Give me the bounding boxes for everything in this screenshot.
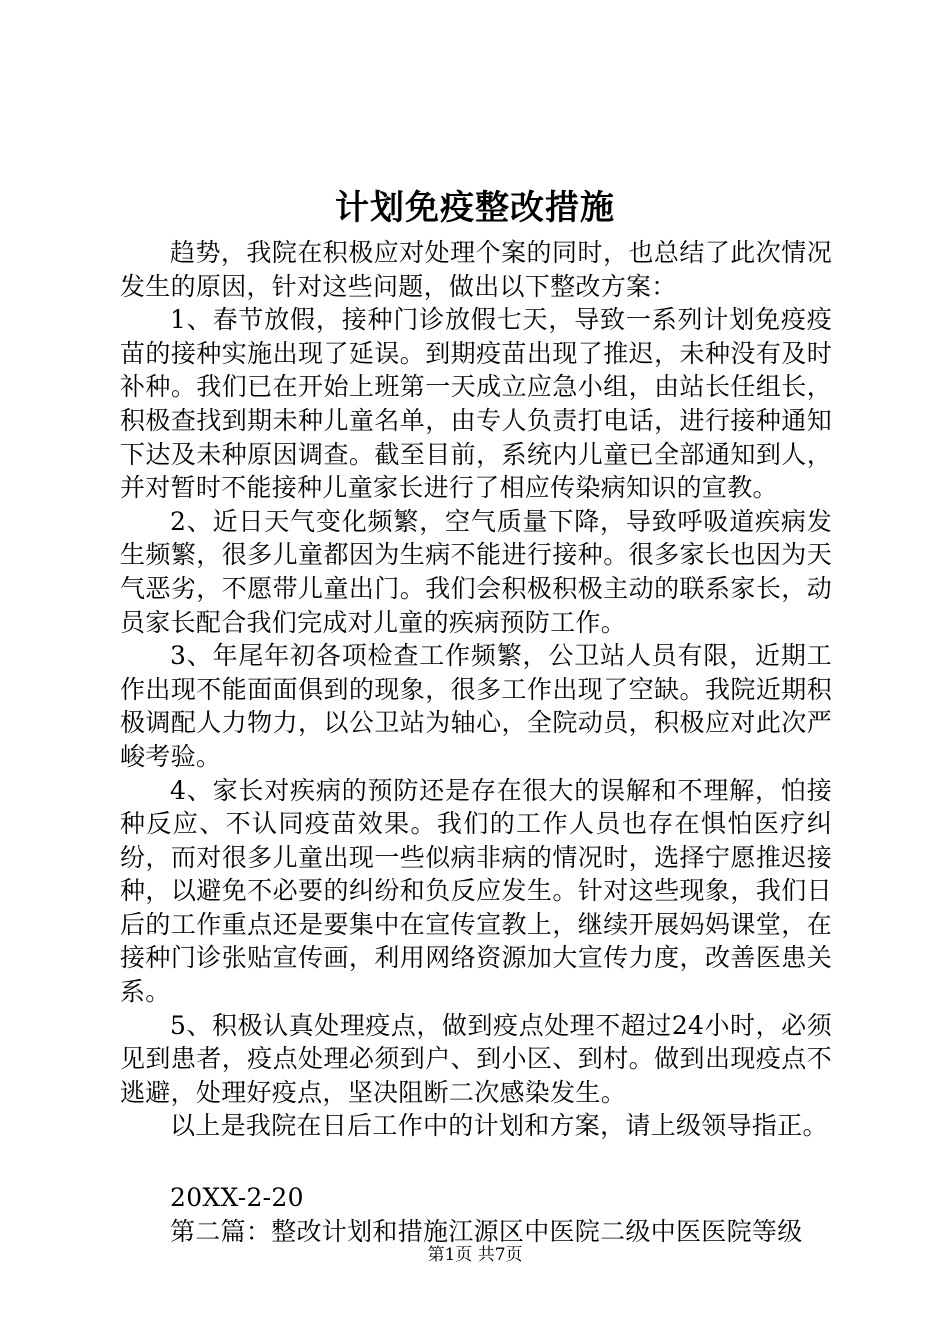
document-title: 计划免疫整改措施 — [335, 188, 615, 228]
next-section-heading: 第二篇：整改计划和措施江源区中医院二级中医医院等级 — [170, 1216, 803, 1246]
paragraph-item-1: 1、春节放假，接种门诊放假七天，导致一系列计划免疫疫苗的接种实施出现了延误。到期疫苗出现了推迟，未种没有及时补种。我们已在开始上班第一天成立应急小组，由站长任组长，积极查找到期未种儿童名单，由专人负责打电话，进行接种通知下达及未种原因调查。截至目前，系统内儿童已全部通知到人，并对暂时不能接种儿童家长进行了相应传染病知识的宣教。 — [120, 305, 832, 503]
paragraph-item-4: 4、家长对疾病的预防还是存在很大的误解和不理解，怕接种反应、不认同疫苗效果。我们的工作人员也存在惧怕医疗纠纷，而对很多儿童出现一些似病非病的情况时，选择宁愿推迟接种，以避免不必要的纠纷和负反应发生。针对这些现象，我们日后的工作重点还是要集中在宣传宣教上，继续开展妈妈课堂，在接种门诊张贴宣传画，利用网络资源加大宣传力度，改善医患关系。 — [120, 775, 832, 1007]
intro-paragraph: 趋势，我院在积极应对处理个案的同时，也总结了此次情况发生的原因，针对这些问题，做出以下整改方案： — [120, 238, 832, 301]
closing-paragraph: 以上是我院在日后工作中的计划和方案，请上级领导指正。 — [170, 1111, 828, 1141]
page-number-footer: 第1页 共7页 — [427, 1245, 523, 1265]
document-date: 20XX-2-20 — [170, 1183, 304, 1213]
paragraph-item-2: 2、近日天气变化频繁，空气质量下降，导致呼吸道疾病发生频繁，很多儿童都因为生病不能进行接种。很多家长也因为天气恶劣，不愿带儿童出门。我们会积极积极主动的联系家长，动员家长配合我们完成对儿童的疾病预防工作。 — [120, 506, 832, 637]
document-body — [120, 236, 832, 1248]
paragraph-item-3: 3、年尾年初各项检查工作频繁，公卫站人员有限，近期工作出现不能面面俱到的现象，很多工作出现了空缺。我院近期积极调配人力物力，以公卫站为轴心，全院动员，积极应对此次严峻考验。 — [120, 641, 832, 771]
paragraph-item-5: 5、积极认真处理疫点，做到疫点处理不超过24小时，必须见到患者，疫点处理必须到户、到小区、到村。做到出现疫点不逃避，处理好疫点，坚决阻断二次感染发生。 — [120, 1010, 832, 1107]
